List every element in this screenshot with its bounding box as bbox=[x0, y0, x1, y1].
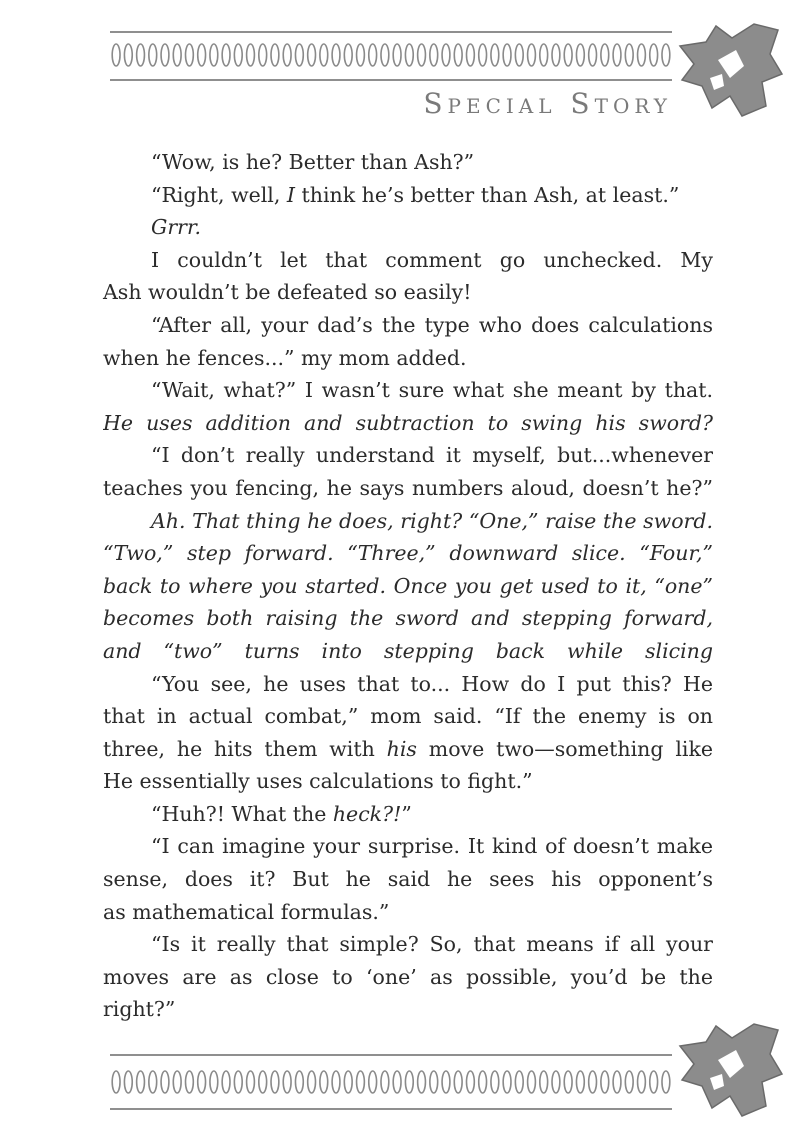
text-line bbox=[103, 570, 713, 603]
chain-link bbox=[650, 1071, 658, 1093]
chain-link bbox=[161, 1071, 169, 1093]
chain-link bbox=[271, 44, 279, 66]
text-segment: Ash wouldn’t be defeated so easily! bbox=[103, 280, 472, 305]
text-line bbox=[103, 602, 713, 635]
chain-link bbox=[283, 44, 291, 66]
chain-link bbox=[625, 44, 633, 66]
text-line bbox=[103, 830, 713, 863]
chain-link bbox=[332, 44, 340, 66]
text-line bbox=[103, 961, 713, 994]
chain-link bbox=[625, 1071, 633, 1093]
header-rule-top bbox=[110, 31, 672, 33]
chain-link bbox=[662, 44, 670, 66]
chain-link bbox=[552, 1071, 560, 1093]
text-line bbox=[103, 374, 713, 407]
chain-link bbox=[393, 44, 401, 66]
text-line bbox=[103, 505, 713, 538]
text-segment: I couldn’t let that comment go unchecked. My bbox=[151, 247, 713, 272]
chain-link bbox=[454, 1071, 462, 1093]
text-segment: “Is it really that simple? So, that means if all your bbox=[151, 932, 713, 957]
chain-link bbox=[650, 44, 658, 66]
text-segment: I bbox=[286, 182, 296, 207]
text-segment: ” bbox=[401, 801, 412, 826]
chain-link bbox=[149, 1071, 157, 1093]
text-segment: when he fences...” my mom added. bbox=[103, 345, 467, 370]
chain-link bbox=[161, 44, 169, 66]
chain-link bbox=[259, 1071, 267, 1093]
text-segment: move two—something like bbox=[428, 736, 713, 761]
footer-ornament-band bbox=[110, 1054, 672, 1112]
text-segment: sense, does it? But he said he sees his opponent’s bbox=[103, 867, 713, 892]
text-segment: “Wait, what?” I wasn’t sure what she meant by that. bbox=[151, 378, 713, 403]
text-line bbox=[103, 211, 713, 244]
running-title: Special Story bbox=[423, 87, 672, 120]
chain-link bbox=[613, 44, 621, 66]
footer-rule-bottom bbox=[110, 1108, 672, 1110]
text-segment: “Huh?! What the bbox=[151, 801, 333, 826]
chain-link bbox=[381, 1071, 389, 1093]
chain-link bbox=[149, 44, 157, 66]
chain-link bbox=[503, 44, 511, 66]
text-line bbox=[103, 244, 713, 277]
chain-link bbox=[173, 44, 181, 66]
chain-link bbox=[576, 44, 584, 66]
chain-link bbox=[198, 1071, 206, 1093]
chain-link bbox=[418, 1071, 426, 1093]
text-line bbox=[103, 765, 713, 798]
chain-link bbox=[564, 44, 572, 66]
text-line bbox=[103, 342, 713, 375]
chain-link bbox=[552, 44, 560, 66]
text-segment: Grrr. bbox=[151, 215, 202, 240]
text-segment: back to where you started. Once you get used to it, “one” bbox=[103, 573, 713, 598]
chain-link bbox=[357, 44, 365, 66]
text-line bbox=[103, 179, 713, 212]
chain-link bbox=[344, 44, 352, 66]
chain-link bbox=[198, 44, 206, 66]
chain-link bbox=[638, 1071, 646, 1093]
chain-link bbox=[430, 44, 438, 66]
chain-link bbox=[638, 44, 646, 66]
text-segment: “You see, he uses that to... How do I put this? He bbox=[151, 671, 713, 696]
chain-link bbox=[662, 1071, 670, 1093]
chain-link bbox=[173, 1071, 181, 1093]
chain-link bbox=[308, 1071, 316, 1093]
text-line bbox=[103, 733, 713, 766]
chain-link bbox=[381, 44, 389, 66]
chain-link bbox=[271, 1071, 279, 1093]
chain-link bbox=[491, 44, 499, 66]
chain-link bbox=[442, 44, 450, 66]
chain-link bbox=[589, 1071, 597, 1093]
chain-link bbox=[295, 44, 303, 66]
chain-link bbox=[467, 1071, 475, 1093]
chain-link bbox=[332, 1071, 340, 1093]
text-segment: think he’s better than Ash, at least.” bbox=[295, 182, 680, 207]
text-line bbox=[103, 146, 713, 179]
text-segment: Ah. That thing he does, right? “One,” raise the sword. bbox=[151, 508, 713, 533]
chain-link bbox=[259, 44, 267, 66]
chain-link bbox=[344, 1071, 352, 1093]
chain-link bbox=[528, 1071, 536, 1093]
chain-link bbox=[210, 1071, 218, 1093]
chain-link bbox=[137, 1071, 145, 1093]
text-segment: his bbox=[386, 736, 417, 761]
text-segment: He uses addition and subtraction to swing his sword? bbox=[103, 410, 713, 435]
chain-link bbox=[124, 1071, 132, 1093]
text-segment: and “two” turns into stepping back while slicing bbox=[103, 638, 713, 663]
text-segment: “Wow, is he? Better than Ash?” bbox=[151, 150, 475, 174]
text-segment: right?” bbox=[103, 997, 176, 1022]
chain-link bbox=[467, 44, 475, 66]
chain-link bbox=[515, 1071, 523, 1093]
text-segment: becomes both raising the sword and stepping forward, bbox=[103, 606, 713, 631]
footer-chain-ornament bbox=[110, 1068, 672, 1096]
chain-link bbox=[234, 1071, 242, 1093]
chain-link bbox=[430, 1071, 438, 1093]
text-segment: moves are as close to ‘one’ as possible, you’d be the bbox=[103, 964, 713, 989]
text-segment: that in actual combat,” mom said. “If the enemy is on bbox=[103, 704, 713, 729]
chain-link bbox=[369, 44, 377, 66]
chain-link bbox=[393, 1071, 401, 1093]
text-line bbox=[103, 407, 713, 440]
chain-link bbox=[137, 44, 145, 66]
corner-ornament-icon bbox=[672, 1020, 784, 1122]
header-ornament-band bbox=[110, 31, 672, 83]
text-line bbox=[103, 863, 713, 896]
chain-link bbox=[454, 44, 462, 66]
text-segment: heck?! bbox=[332, 801, 402, 826]
chain-link bbox=[186, 1071, 194, 1093]
chain-link bbox=[357, 1071, 365, 1093]
chain-link bbox=[589, 44, 597, 66]
text-line bbox=[103, 635, 713, 668]
chain-link bbox=[479, 1071, 487, 1093]
chain-link bbox=[234, 44, 242, 66]
chain-link bbox=[564, 1071, 572, 1093]
chain-link bbox=[295, 1071, 303, 1093]
chain-link bbox=[479, 44, 487, 66]
chain-link bbox=[418, 44, 426, 66]
chain-link bbox=[210, 44, 218, 66]
chain-link bbox=[247, 44, 255, 66]
chain-link bbox=[222, 1071, 230, 1093]
text-segment: three, he hits them with bbox=[103, 736, 387, 761]
header-chain-ornament bbox=[110, 41, 672, 69]
chain-link bbox=[491, 1071, 499, 1093]
chain-link bbox=[124, 44, 132, 66]
text-line bbox=[103, 537, 713, 570]
text-segment: “Two,” step forward. “Three,” downward slice. “Four,” bbox=[103, 541, 713, 566]
text-segment: “I can imagine your surprise. It kind of doesn’t make bbox=[151, 834, 713, 859]
text-line bbox=[103, 993, 713, 1026]
chain-link bbox=[320, 44, 328, 66]
chain-link bbox=[186, 44, 194, 66]
text-line bbox=[103, 896, 713, 929]
text-segment: teaches you fencing, he says numbers aloud, doesn’t he?” bbox=[103, 475, 713, 500]
text-segment: “Right, well, bbox=[151, 182, 287, 207]
text-segment: He essentially uses calculations to fight.” bbox=[103, 769, 533, 794]
story-text bbox=[103, 146, 713, 1026]
chain-link bbox=[540, 1071, 548, 1093]
chain-link bbox=[112, 44, 120, 66]
chain-link bbox=[503, 1071, 511, 1093]
chain-link bbox=[540, 44, 548, 66]
chain-link bbox=[308, 44, 316, 66]
chain-link bbox=[283, 1071, 291, 1093]
text-line bbox=[103, 668, 713, 701]
header-rule-bottom bbox=[110, 79, 672, 81]
chain-link bbox=[515, 44, 523, 66]
text-segment: “I don’t really understand it myself, but...whenever bbox=[151, 443, 713, 468]
chain-link bbox=[112, 1071, 120, 1093]
chain-link bbox=[528, 44, 536, 66]
text-line bbox=[103, 276, 713, 309]
chain-link bbox=[222, 44, 230, 66]
footer-rule-top bbox=[110, 1054, 672, 1056]
text-line bbox=[103, 798, 713, 831]
chain-link bbox=[601, 44, 609, 66]
chain-link bbox=[247, 1071, 255, 1093]
text-line bbox=[103, 928, 713, 961]
chain-link bbox=[601, 1071, 609, 1093]
chain-link bbox=[369, 1071, 377, 1093]
chain-link bbox=[613, 1071, 621, 1093]
text-line bbox=[103, 309, 713, 342]
text-line bbox=[103, 439, 713, 472]
corner-ornament-icon bbox=[672, 20, 784, 122]
text-segment: “After all, your dad’s the type who does calculations bbox=[151, 312, 713, 337]
chain-link bbox=[405, 44, 413, 66]
chain-link bbox=[442, 1071, 450, 1093]
chain-link bbox=[405, 1071, 413, 1093]
text-segment: as mathematical formulas.” bbox=[103, 899, 390, 924]
chain-link bbox=[320, 1071, 328, 1093]
text-line bbox=[103, 472, 713, 505]
chain-link bbox=[576, 1071, 584, 1093]
text-line bbox=[103, 700, 713, 733]
